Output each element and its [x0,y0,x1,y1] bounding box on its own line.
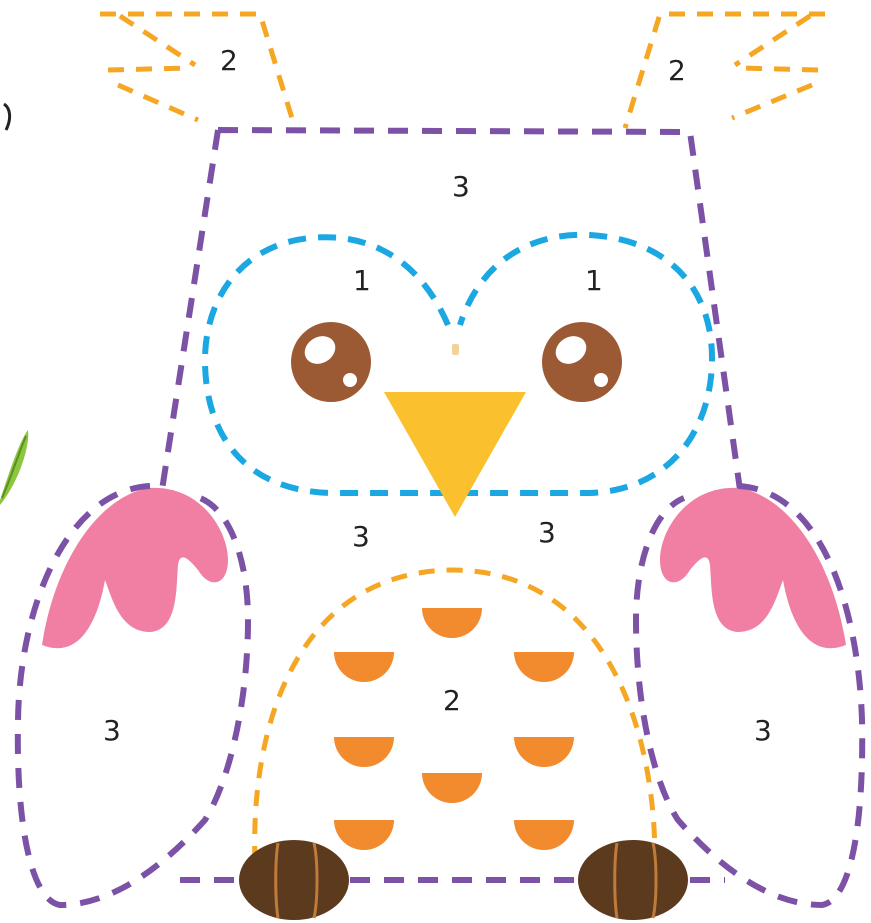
nose-mark [452,344,459,355]
left-ear-number: 2 [220,44,238,77]
left-eye-area-number: 1 [353,264,371,297]
right-ear-number: 2 [668,54,686,87]
leaf-icon [0,430,28,505]
left-eye [291,322,371,402]
left-ear [100,14,295,128]
left-wing-number: 3 [103,714,121,747]
belly-spot [514,820,574,850]
right-ear [625,14,825,128]
belly-number: 2 [443,684,461,717]
belly-spots [334,608,574,850]
belly-spot [514,737,574,767]
right-eye [542,322,622,402]
right-foot [578,840,688,920]
belly-spot [514,652,574,682]
right-cheek-number: 3 [538,516,556,549]
belly-spot [334,652,394,682]
left-cheek-number: 3 [352,520,370,553]
small-curl-icon [4,104,10,130]
left-wing [18,486,248,905]
belly-spot [422,608,482,638]
right-wing [636,486,862,905]
left-foot [239,840,349,920]
head-number: 3 [452,170,470,203]
belly-spot [422,773,482,803]
right-wing-number: 3 [754,714,772,747]
beak [384,392,526,517]
right-eye-area-number: 1 [585,264,603,297]
belly-spot [334,820,394,850]
belly-spot [334,737,394,767]
